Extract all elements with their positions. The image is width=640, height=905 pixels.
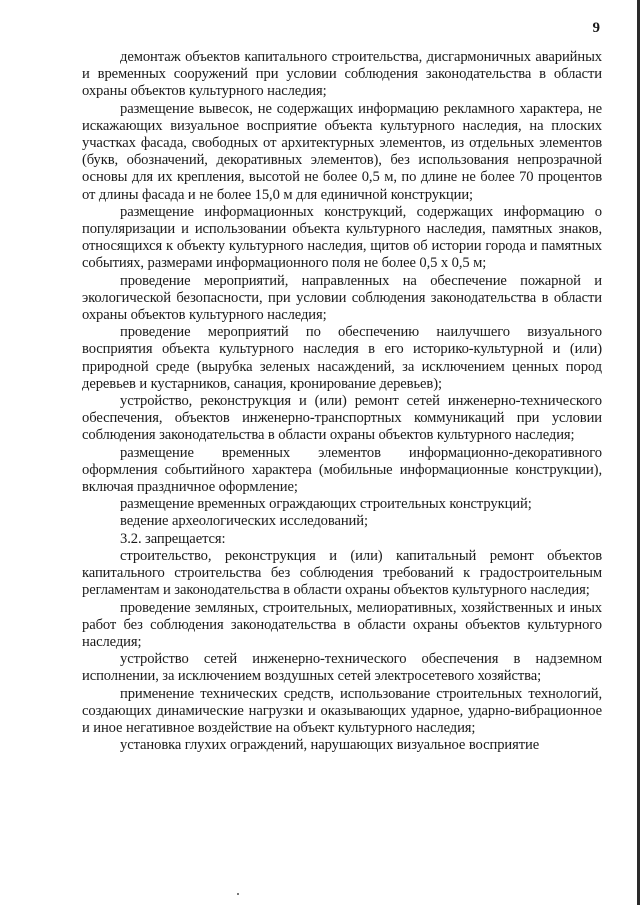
scan-speck	[237, 893, 239, 895]
document-body	[82, 49, 602, 754]
paragraph-construction-prohibited: строительство, реконструкция и (или) капитальный ремонт объектов капитального строительства без соблюдения требований к градостроительным регламентам и законодательства в области охраны объектов культурного наследия;	[82, 547, 602, 599]
paragraph-fire-safety: проведение мероприятий, направленных на обеспечение пожарной и экологической безопасности, при условии соблюдения законодательства в области охраны объектов культурного наследия;	[82, 272, 602, 324]
paragraph-temporary-fences: размещение временных ограждающих строительных конструкций;	[120, 496, 532, 513]
paragraph-solid-fences-prohibited: установка глухих ограждений, нарушающих визуальное восприятие	[120, 737, 540, 754]
page-number: 9	[592, 20, 600, 36]
paragraph-dynamic-loads-prohibited: применение технических средств, использование строительных технологий, создающих динамические нагрузки и оказывающих ударное, ударно-вибрационное и иное негативное воздействие на объект культурного наследия;	[82, 685, 602, 736]
paragraph-signboards: размещение вывесок, не содержащих информацию рекламного характера, не искажающих визуальное восприятие объекта культурного наследия, на плоских участках фасада, свободных от архитектурных элементов, из отдельных элементов (букв, обозначений, декоративных элементов), без использования непрозрачной основы для их крепления, высотой не более 0,5 м, по длине не более 70 процентов от длины фасада и не более 15,0 м для единичной конструкции;	[82, 100, 602, 203]
paragraph-info-structures: размещение информационных конструкций, содержащих информацию о популяризации и использовании объекта культурного наследия, памятных знаков, относящихся к объекту культурного наследия, щитов об истории города и памятных событиях, размерами информационного поля не более 0,5 х 0,5 м;	[82, 203, 602, 272]
paragraph-dismantling: демонтаж объектов капитального строительства, дисгармоничных аварийных и временных сооружений при условии соблюдения законодательства в области охраны объектов культурного наследия;	[82, 49, 602, 100]
paragraph-archaeology: ведение археологических исследований;	[120, 513, 368, 530]
paragraph-temporary-decor: размещение временных элементов информационно-декоративного оформления событийного характера (мобильные информационные конструкции), включая праздничное оформление;	[82, 444, 602, 496]
paragraph-visual-perception: проведение мероприятий по обеспечению наилучшего визуального восприятия объекта культурного наследия в его историко-культурной и (или) природной среде (вырубка зеленых насаждений, за исключением ценных пород деревьев и кустарников, санация, кронирование деревьев);	[82, 324, 602, 392]
paragraph-earthworks-prohibited: проведение земляных, строительных, мелиоративных, хозяйственных и иных работ без соблюдения законодательства в области охраны объектов культурного наследия;	[82, 599, 602, 650]
section-heading-prohibited: 3.2. запрещается:	[120, 530, 226, 547]
paragraph-overhead-networks-prohibited: устройство сетей инженерно-технического обеспечения в надземном исполнении, за исключением воздушных сетей электросетевого хозяйства;	[82, 651, 602, 685]
paragraph-engineering-networks: устройство, реконструкция и (или) ремонт сетей инженерно-технического обеспечения, объектов инженерно-транспортных коммуникаций при условии соблюдения законодательства в области охраны объектов культурного наследия;	[82, 393, 602, 444]
